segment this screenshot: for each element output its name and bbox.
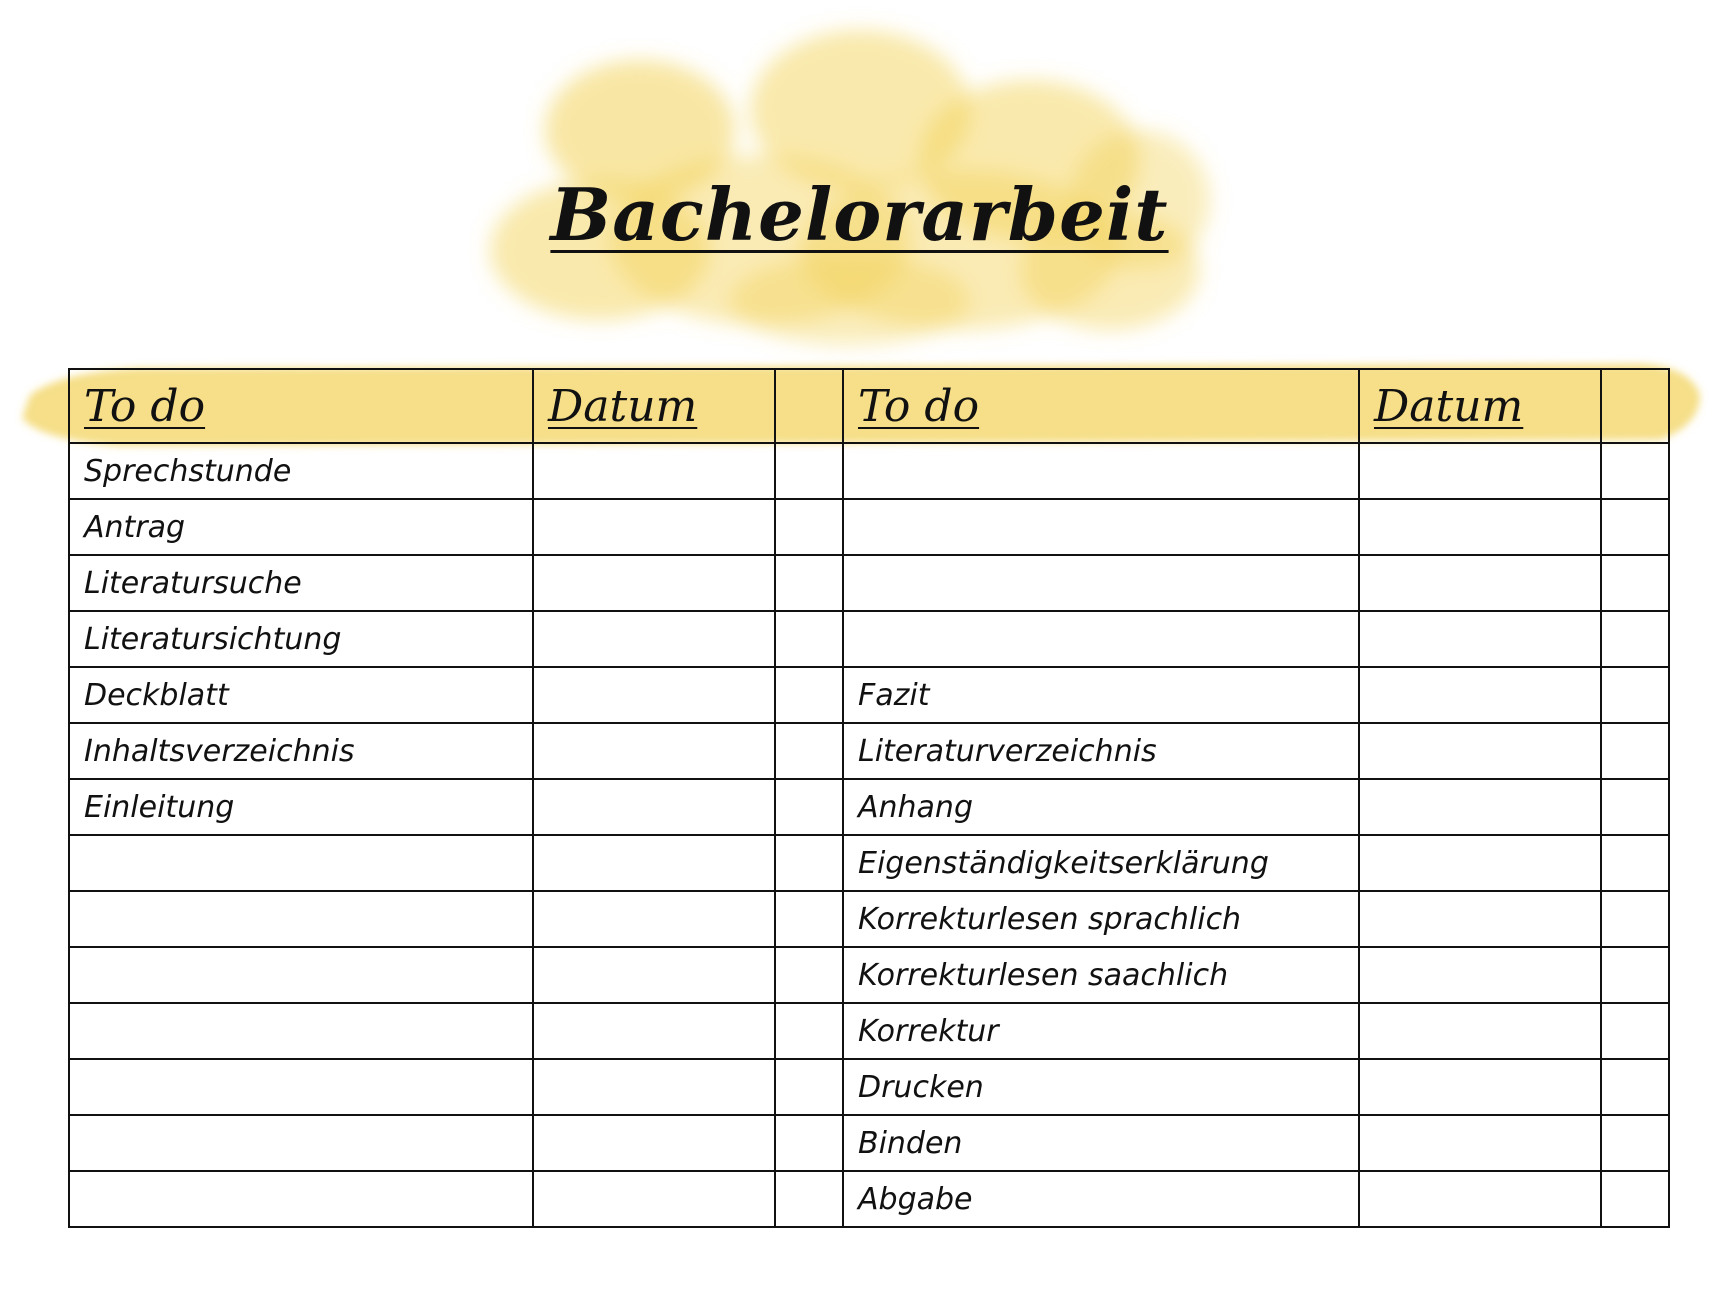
table-row bbox=[69, 667, 1669, 723]
left-date-cell[interactable] bbox=[533, 947, 775, 1003]
left-date-cell[interactable] bbox=[533, 779, 775, 835]
right-date-cell[interactable] bbox=[1359, 947, 1601, 1003]
left-check-cell[interactable] bbox=[775, 555, 843, 611]
left-check-cell[interactable] bbox=[775, 667, 843, 723]
header-right-date-label: Datum bbox=[1374, 380, 1524, 432]
left-date-cell[interactable] bbox=[533, 443, 775, 499]
left-date-cell[interactable] bbox=[533, 1059, 775, 1115]
header-left-date bbox=[533, 369, 775, 443]
table-row bbox=[69, 947, 1669, 1003]
header-left-todo-label: To do bbox=[84, 380, 206, 432]
left-check-cell[interactable] bbox=[775, 947, 843, 1003]
left-date-cell[interactable] bbox=[533, 611, 775, 667]
right-date-cell[interactable] bbox=[1359, 611, 1601, 667]
table-row bbox=[69, 779, 1669, 835]
right-task-cell[interactable]: Abgabe bbox=[843, 1171, 1359, 1227]
left-date-cell[interactable] bbox=[533, 891, 775, 947]
left-task-cell[interactable] bbox=[69, 1171, 533, 1227]
right-task-cell[interactable]: Binden bbox=[843, 1115, 1359, 1171]
right-task-cell[interactable]: Korrektur bbox=[843, 1003, 1359, 1059]
table-row bbox=[69, 1059, 1669, 1115]
left-check-cell[interactable] bbox=[775, 499, 843, 555]
right-task-cell[interactable]: Korrekturlesen sprachlich bbox=[843, 891, 1359, 947]
table-row bbox=[69, 1171, 1669, 1227]
header-right-check bbox=[1601, 369, 1669, 443]
right-date-cell[interactable] bbox=[1359, 499, 1601, 555]
header-right-todo-label: To do bbox=[858, 380, 980, 432]
left-task-cell[interactable]: Einleitung bbox=[69, 779, 533, 835]
right-check-cell[interactable] bbox=[1601, 443, 1669, 499]
left-task-cell[interactable] bbox=[69, 891, 533, 947]
todo-table bbox=[68, 368, 1670, 1228]
header-left-date-label: Datum bbox=[548, 380, 698, 432]
right-task-cell[interactable]: Korrekturlesen saachlich bbox=[843, 947, 1359, 1003]
right-check-cell[interactable] bbox=[1601, 891, 1669, 947]
right-date-cell[interactable] bbox=[1359, 891, 1601, 947]
left-check-cell[interactable] bbox=[775, 1115, 843, 1171]
left-check-cell[interactable] bbox=[775, 835, 843, 891]
left-check-cell[interactable] bbox=[775, 779, 843, 835]
right-date-cell[interactable] bbox=[1359, 555, 1601, 611]
left-check-cell[interactable] bbox=[775, 891, 843, 947]
header-right-todo bbox=[843, 369, 1359, 443]
left-date-cell[interactable] bbox=[533, 667, 775, 723]
left-task-cell[interactable] bbox=[69, 835, 533, 891]
right-check-cell[interactable] bbox=[1601, 1171, 1669, 1227]
left-task-cell[interactable] bbox=[69, 947, 533, 1003]
right-check-cell[interactable] bbox=[1601, 723, 1669, 779]
page-title bbox=[0, 172, 1719, 257]
left-task-cell[interactable] bbox=[69, 1115, 533, 1171]
right-date-cell[interactable] bbox=[1359, 1171, 1601, 1227]
table-row bbox=[69, 891, 1669, 947]
right-date-cell[interactable] bbox=[1359, 723, 1601, 779]
header-right-date bbox=[1359, 369, 1601, 443]
right-date-cell[interactable] bbox=[1359, 1115, 1601, 1171]
left-task-cell[interactable]: Sprechstunde bbox=[69, 443, 533, 499]
left-task-cell[interactable] bbox=[69, 1003, 533, 1059]
left-date-cell[interactable] bbox=[533, 499, 775, 555]
header-left-todo bbox=[69, 369, 533, 443]
right-date-cell[interactable] bbox=[1359, 779, 1601, 835]
left-date-cell[interactable] bbox=[533, 1003, 775, 1059]
right-task-cell[interactable]: Fazit bbox=[843, 667, 1359, 723]
left-date-cell[interactable] bbox=[533, 835, 775, 891]
left-check-cell[interactable] bbox=[775, 1059, 843, 1115]
right-date-cell[interactable] bbox=[1359, 835, 1601, 891]
right-task-cell[interactable] bbox=[843, 555, 1359, 611]
right-task-cell[interactable] bbox=[843, 499, 1359, 555]
left-check-cell[interactable] bbox=[775, 1003, 843, 1059]
right-date-cell[interactable] bbox=[1359, 1003, 1601, 1059]
table-header-row bbox=[69, 369, 1669, 443]
left-check-cell[interactable] bbox=[775, 443, 843, 499]
left-task-cell[interactable] bbox=[69, 1059, 533, 1115]
table-row bbox=[69, 555, 1669, 611]
left-check-cell[interactable] bbox=[775, 723, 843, 779]
left-date-cell[interactable] bbox=[533, 555, 775, 611]
right-task-cell[interactable]: Drucken bbox=[843, 1059, 1359, 1115]
right-task-cell[interactable]: Eigenständigkeitserklärung bbox=[843, 835, 1359, 891]
right-check-cell[interactable] bbox=[1601, 555, 1669, 611]
right-task-cell[interactable]: Literaturverzeichnis bbox=[843, 723, 1359, 779]
left-date-cell[interactable] bbox=[533, 1115, 775, 1171]
table-row bbox=[69, 499, 1669, 555]
right-check-cell[interactable] bbox=[1601, 1003, 1669, 1059]
table-row bbox=[69, 611, 1669, 667]
right-date-cell[interactable] bbox=[1359, 443, 1601, 499]
left-task-cell[interactable]: Antrag bbox=[69, 499, 533, 555]
right-check-cell[interactable] bbox=[1601, 1059, 1669, 1115]
table-row bbox=[69, 1115, 1669, 1171]
left-task-cell[interactable]: Deckblatt bbox=[69, 667, 533, 723]
table-row bbox=[69, 1003, 1669, 1059]
right-check-cell[interactable] bbox=[1601, 1115, 1669, 1171]
right-check-cell[interactable] bbox=[1601, 947, 1669, 1003]
left-check-cell[interactable] bbox=[775, 1171, 843, 1227]
right-check-cell[interactable] bbox=[1601, 611, 1669, 667]
left-check-cell[interactable] bbox=[775, 611, 843, 667]
left-date-cell[interactable] bbox=[533, 1171, 775, 1227]
right-check-cell[interactable] bbox=[1601, 667, 1669, 723]
left-task-cell[interactable]: Inhaltsverzeichnis bbox=[69, 723, 533, 779]
left-date-cell[interactable] bbox=[533, 723, 775, 779]
right-check-cell[interactable] bbox=[1601, 779, 1669, 835]
right-date-cell[interactable] bbox=[1359, 667, 1601, 723]
left-task-cell[interactable]: Literatursichtung bbox=[69, 611, 533, 667]
right-check-cell[interactable] bbox=[1601, 835, 1669, 891]
header-left-check bbox=[775, 369, 843, 443]
right-task-cell[interactable] bbox=[843, 611, 1359, 667]
page-title-text: Bachelorarbeit bbox=[550, 172, 1169, 257]
table-row bbox=[69, 723, 1669, 779]
right-date-cell[interactable] bbox=[1359, 1059, 1601, 1115]
right-task-cell[interactable] bbox=[843, 443, 1359, 499]
table-row bbox=[69, 835, 1669, 891]
right-check-cell[interactable] bbox=[1601, 499, 1669, 555]
left-task-cell[interactable]: Literatursuche bbox=[69, 555, 533, 611]
table-row bbox=[69, 443, 1669, 499]
right-task-cell[interactable]: Anhang bbox=[843, 779, 1359, 835]
